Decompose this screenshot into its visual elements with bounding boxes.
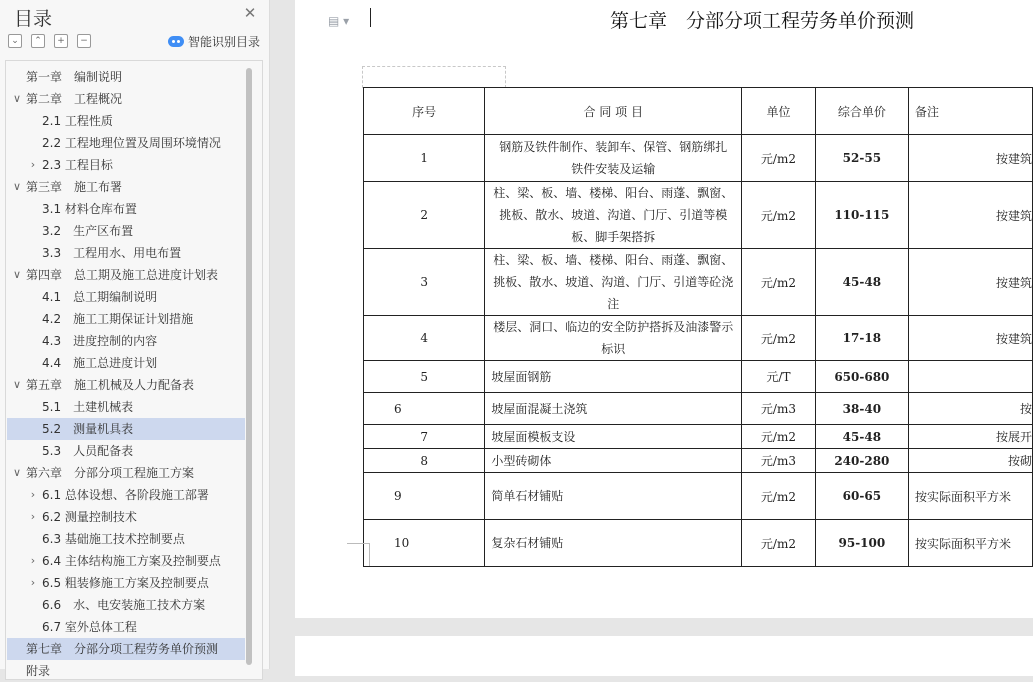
cell-unit: [742, 449, 816, 473]
toc-item[interactable]: [7, 638, 245, 660]
toc-item[interactable]: [7, 528, 245, 550]
toc-item-label: 6.1 总体设想、各阶段施工部署: [42, 488, 209, 502]
cell-note-text: 按: [1019, 402, 1032, 416]
close-icon[interactable]: ✕: [243, 4, 257, 22]
cell-price-text: 650-680: [834, 369, 890, 384]
cell-note-text: 按实际面积平方米: [914, 536, 1011, 551]
cell-unit-text: 元/T: [766, 370, 791, 384]
toc-scrollbar[interactable]: [246, 68, 252, 665]
document-area: [271, 0, 1033, 669]
toc-item[interactable]: [7, 550, 245, 572]
toc-item-label: 2.2 工程地理位置及周围环境情况: [42, 136, 221, 150]
toc-item[interactable]: [7, 198, 245, 220]
cell-item-text: 柱、梁、板、墙、楼梯、阳台、雨蓬、飘窗、挑板、散水、坡道、沟道、门厅、引道等模板、脚手架搭拆: [493, 186, 734, 244]
cell-note: [908, 249, 1032, 316]
cell-note: [908, 393, 1032, 425]
cell-unit: [742, 520, 816, 567]
document-icon[interactable]: ▤ ▾: [328, 14, 350, 28]
cell-item-text: 柱、梁、板、墙、楼梯、阳台、雨蓬、飘窗、挑板、散水、坡道、沟道、门厅、引道等砼浇注: [493, 253, 734, 311]
cell-price: [815, 316, 908, 361]
toc-item-label: 6.2 测量控制技术: [42, 510, 137, 524]
cell-item: [485, 473, 742, 520]
toc-item[interactable]: [7, 572, 245, 594]
header-unit: 单位: [742, 88, 816, 135]
toc-item-label: 3.3 工程用水、用电布置: [42, 246, 182, 260]
cell-no: [364, 393, 485, 425]
text-cursor: [370, 8, 371, 27]
cell-no: [364, 135, 485, 182]
cell-item-text: 坡屋面模板支设: [491, 429, 576, 444]
cell-price: [815, 135, 908, 182]
cell-price-text: 38-40: [842, 401, 882, 416]
toc-item-label: 第三章 施工布署: [26, 180, 123, 194]
chevron-right-icon[interactable]: ›: [30, 576, 36, 589]
chevron-right-icon[interactable]: ›: [30, 510, 36, 523]
cell-item: [485, 135, 742, 182]
cell-price: [815, 520, 908, 567]
toc-item[interactable]: [7, 396, 245, 418]
cell-note: [908, 361, 1032, 393]
chevron-down-icon[interactable]: ∨: [12, 268, 22, 281]
toc-toolbar: [8, 34, 91, 50]
toc-item[interactable]: [7, 88, 245, 110]
toc-item-label: 2.1 工程性质: [42, 114, 113, 128]
cell-price-text: 45-48: [842, 429, 882, 444]
toc-item-label: 第四章 总工期及施工总进度计划表: [26, 268, 219, 282]
toc-item[interactable]: [7, 110, 245, 132]
cell-no: [364, 316, 485, 361]
toc-item-label: 2.3 工程目标: [42, 158, 113, 172]
table-body: [364, 135, 1033, 567]
next-page[interactable]: [295, 636, 1033, 676]
cell-item-text: 小型砖砌体: [491, 453, 552, 468]
table-row: [364, 473, 1033, 520]
cell-note-text: 按建筑: [995, 331, 1032, 346]
table-header-row: [364, 88, 1033, 135]
cell-price: [815, 249, 908, 316]
cell-item-text: 钢筋及铁件制作、装卸车、保管、钢筋绑扎 铁件安装及运输: [499, 140, 728, 176]
toc-item[interactable]: [7, 286, 245, 308]
toc-item-label: 6.7 室外总体工程: [42, 620, 137, 634]
document-page[interactable]: [295, 0, 1033, 618]
cell-note: [908, 449, 1032, 473]
cell-note-text: 按建筑: [995, 275, 1032, 290]
cell-note-text: 按展开: [995, 430, 1032, 444]
collapse-all-button[interactable]: ⌄: [8, 34, 22, 48]
cell-item: [485, 316, 742, 361]
cell-note: [908, 425, 1032, 449]
cell-no: [364, 361, 485, 393]
toc-item[interactable]: [7, 220, 245, 242]
toc-item[interactable]: [7, 242, 245, 264]
cell-unit-text: 元/m3: [760, 402, 796, 416]
toc-item[interactable]: [7, 264, 245, 286]
cell-unit-text: 元/m2: [760, 151, 796, 166]
header-price: 综合单价: [815, 88, 908, 135]
toc-item-label: 第一章 编制说明: [26, 70, 123, 84]
toc-item-label: 3.1 材料仓库布置: [42, 202, 137, 216]
toc-item-label: 5.3 人员配备表: [42, 444, 134, 458]
cell-no: [364, 449, 485, 473]
chevron-down-icon[interactable]: ∨: [12, 378, 22, 391]
cell-unit: [742, 316, 816, 361]
add-level-button[interactable]: +: [54, 34, 68, 48]
chevron-down-icon[interactable]: ∨: [12, 466, 22, 479]
cell-price: [815, 473, 908, 520]
cell-no-text: 1: [420, 151, 428, 165]
toc-item-label: 5.1 土建机械表: [42, 400, 134, 414]
cell-price-text: 95-100: [838, 536, 886, 550]
cell-no-text: 7: [420, 429, 428, 444]
toc-item-label: 4.1 总工期编制说明: [42, 290, 158, 304]
header-no: 序号: [364, 88, 485, 135]
cell-no-text: 9: [394, 489, 402, 503]
toc-item[interactable]: [7, 374, 245, 396]
cell-no-text: 8: [420, 453, 428, 468]
table-row: [364, 520, 1033, 567]
cell-note-text: 按建筑: [995, 208, 1032, 223]
toc-sidebar: [0, 0, 270, 678]
toc-item[interactable]: [7, 352, 245, 374]
toc-item[interactable]: [7, 462, 245, 484]
cell-no-text: 10: [394, 536, 410, 550]
cell-item: [485, 425, 742, 449]
toc-item-label: 4.2 施工工期保证计划措施: [42, 312, 194, 326]
table-row: [364, 135, 1033, 182]
chevron-right-icon[interactable]: ›: [30, 488, 36, 501]
cell-item-text: 简单石材铺贴: [491, 489, 564, 503]
table-row: [364, 249, 1033, 316]
cell-unit-text: 元/m2: [760, 430, 796, 444]
cell-unit-text: 元/m3: [760, 454, 796, 468]
toc-item-label: 4.4 施工总进度计划: [42, 356, 158, 370]
toc-item[interactable]: [7, 594, 245, 616]
table-row: [364, 425, 1033, 449]
cell-price-text: 110-115: [834, 208, 890, 222]
cell-price: [815, 449, 908, 473]
cell-item-text: 坡屋面钢筋: [491, 369, 552, 384]
cell-price: [815, 393, 908, 425]
toc-item[interactable]: [7, 308, 245, 330]
remove-level-button[interactable]: −: [77, 34, 91, 48]
toc-item[interactable]: [7, 418, 245, 440]
cell-price: [815, 361, 908, 393]
cell-note-text: 按建筑: [995, 151, 1032, 166]
chevron-down-icon[interactable]: ∨: [12, 180, 22, 193]
cell-item: [485, 361, 742, 393]
cell-no-text: 6: [394, 401, 402, 416]
toc-item[interactable]: [7, 484, 245, 506]
cell-no: [364, 249, 485, 316]
cell-note-text: 按砌: [1007, 454, 1032, 468]
toc-item-label: 6.4 主体结构施工方案及控制要点: [42, 554, 221, 568]
table-row: [364, 316, 1033, 361]
cell-item-text: 复杂石材铺贴: [491, 536, 564, 550]
toc-list: [7, 66, 245, 682]
toc-item-label: 3.2 生产区布置: [42, 224, 134, 238]
cell-unit: [742, 361, 816, 393]
cell-no-text: 4: [420, 331, 428, 345]
toc-item[interactable]: [7, 66, 245, 88]
cell-item-text: 楼层、洞口、临边的安全防护搭拆及油漆警示标识: [493, 320, 734, 356]
cell-item: [485, 182, 742, 249]
cell-unit-text: 元/m2: [760, 331, 796, 346]
cell-unit-text: 元/m2: [760, 275, 796, 290]
header-item: 合 同 项 目: [485, 88, 742, 135]
cell-unit: [742, 182, 816, 249]
cell-price-text: 240-280: [834, 453, 890, 468]
toc-item-label: 第五章 施工机械及人力配备表: [26, 378, 195, 392]
toc-item-label: 第七章 分部分项工程劳务单价预测: [26, 642, 219, 656]
page-corner-mark: [347, 543, 370, 566]
toc-item-label: 6.5 粗装修施工方案及控制要点: [42, 576, 209, 590]
cell-unit: [742, 135, 816, 182]
cell-item: [485, 449, 742, 473]
cell-price-text: 60-65: [842, 489, 882, 503]
cell-price-text: 52-55: [842, 151, 882, 165]
toc-item-label: 附录: [26, 664, 51, 678]
cell-price: [815, 425, 908, 449]
cell-no: [364, 425, 485, 449]
cell-no-text: 3: [420, 275, 428, 289]
header-note: 备注: [908, 88, 1032, 135]
toc-item[interactable]: [7, 330, 245, 352]
toc-item[interactable]: [7, 176, 245, 198]
smart-recognize-label: 智能识别目录: [188, 35, 261, 49]
chapter-heading: 第七章 分部分项工程劳务单价预测: [610, 10, 915, 32]
toc-item[interactable]: [7, 154, 245, 176]
table-row: [364, 182, 1033, 249]
toc-item[interactable]: [7, 616, 245, 638]
toc-title: 目录: [14, 8, 53, 30]
toc-item[interactable]: [7, 506, 245, 528]
cell-price: [815, 182, 908, 249]
cell-no-text: 5: [420, 369, 428, 384]
cell-note: [908, 182, 1032, 249]
cell-item: [485, 393, 742, 425]
smart-recognize-button[interactable]: [168, 33, 260, 50]
cell-item-text: 坡屋面混凝土浇筑: [491, 401, 588, 416]
toc-item-label: 第二章 工程概况: [26, 92, 123, 106]
toc-item[interactable]: [7, 132, 245, 154]
cell-no-text: 2: [420, 208, 428, 222]
cell-unit: [742, 393, 816, 425]
cell-no: [364, 520, 485, 567]
cell-item: [485, 249, 742, 316]
toc-item[interactable]: [7, 660, 245, 682]
price-table: [363, 87, 1033, 567]
cell-note: [908, 520, 1032, 567]
cell-no: [364, 473, 485, 520]
toc-item-label: 5.2 测量机具表: [42, 422, 134, 436]
toc-item-label: 6.6 水、电安装施工技术方案: [42, 598, 206, 612]
table-row: [364, 393, 1033, 425]
text-boundary: [362, 66, 506, 88]
cell-item: [485, 520, 742, 567]
cell-no: [364, 182, 485, 249]
toc-item[interactable]: [7, 440, 245, 462]
table-row: [364, 361, 1033, 393]
cell-note-text: 按实际面积平方米: [914, 489, 1011, 504]
cell-note: [908, 135, 1032, 182]
toc-item-label: 6.3 基础施工技术控制要点: [42, 532, 185, 546]
cell-note: [908, 473, 1032, 520]
cell-price-text: 17-18: [842, 331, 882, 345]
cell-note: [908, 316, 1032, 361]
cell-unit-text: 元/m2: [760, 208, 796, 223]
cell-unit: [742, 473, 816, 520]
table-row: [364, 449, 1033, 473]
chevron-right-icon[interactable]: ›: [30, 158, 36, 171]
cell-unit: [742, 425, 816, 449]
cell-unit-text: 元/m2: [760, 489, 796, 504]
expand-all-button[interactable]: ⌃: [31, 34, 45, 48]
toc-item-label: 第六章 分部分项工程施工方案: [26, 466, 195, 480]
chevron-down-icon[interactable]: ∨: [12, 92, 22, 105]
cell-price-text: 45-48: [842, 275, 882, 289]
ai-cloud-icon: [168, 36, 184, 47]
cell-unit-text: 元/m2: [760, 536, 796, 551]
cell-unit: [742, 249, 816, 316]
chevron-right-icon[interactable]: ›: [30, 554, 36, 567]
toc-item-label: 4.3 进度控制的内容: [42, 334, 158, 348]
